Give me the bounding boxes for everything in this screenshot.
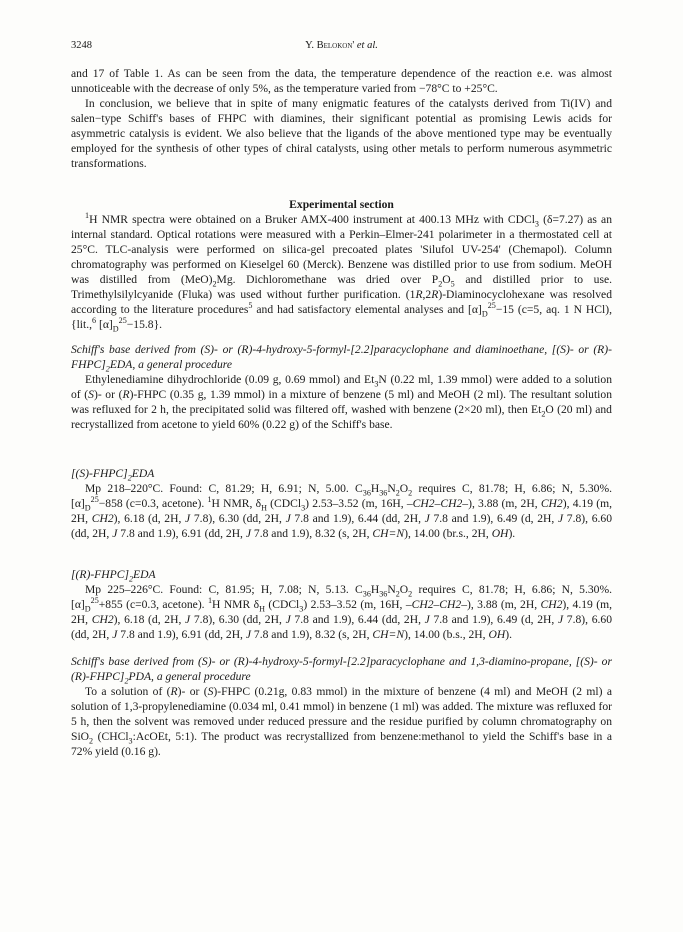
paragraph-conclusion: In conclusion, we believe that in spite of many enigmatic features of the catalysts derived from Ti(IV) and salen−type Schiff's bases of FHPC with diamines, their significant potential as promising Lewis acids for asymmetric catalysis is evident. We also believe that the ligands of the above mentioned type may be eventually employed for the synthesis of other types of chiral catalysts, using other metals to perform numerous asymmetric transformations. — [71, 97, 612, 170]
procedure2-title: Schiff's base derived from (S)- or (R)-4-hydroxy-5-formyl-[2.2]paracyclophane and 1,3-diamino-propane, [(S)- or $(R)-FHPC]_2PDA$, a general procedure — [71, 655, 612, 686]
running-head — [71, 40, 612, 54]
procedure2-paragraph: To a solution of (R)- or (S)-FHPC (0.21g, 0.83 mmol) in the mixture of benzene (4 ml) and MeOH (2 ml) a solution of 1,3-propylenediamine (0.034 ml, 0.41 mmol) in benzene (1 ml) was added. The mixture was refluxed for 5 h, then the solvent was removed under reduced pressure and the residue purified by column chromatography on SiO$_2$ (CHCl$_3$:AcOEt, 5:1). The product was recrystallized from benzene:methanol to yield the Schiff's base in a 72% yield (0.16 g). — [71, 685, 612, 758]
compound-s-data: Mp 218–220°C. Found: C, 81.29; H, 6.91; N, 5.00. $C_{36}H_{36}N_2O_2$ requires C, 81.78; H, 6.86; N, 5.30%. $[\alpha]_D^{25}-858$ (c=0.3, acetone). $^1$H NMR, $\delta_H$ (CDCl$_3$) 2.53–3.52 (m, 16H, –CH2–CH2–), 3.88 (m, 2H, CH2), 4.19 (m, 2H, CH2), 6.18 (d, 2H, J 7.8), 6.30 (dd, 2H, J 7.8 and 1.9), 6.44 (dd, 2H, J 7.8 and 1.9), 6.49 (d, 2H, J 7.8), 6.60 (dd, 2H, J 7.8 and 1.9), 6.91 (dd, 2H, J 7.8 and 1.9), 8.32 (s, 2H, CH=N), 14.00 (br.s., 2H, OH). — [71, 482, 613, 540]
experimental-general-paragraph: $^1$H NMR spectra were obtained on a Bruker AMX-400 instrument at 400.13 MHz with CDCl$_3$ (δ=7.27) as an internal standard. Optical rotations were measured with a Perkin–Elmer-241 polarimeter in a thermostated cell at 25°C. TLC-analysis were performed on silica-gel precoated plates 'Silufol UV-254' (Chemapol). Column chromatography was performed on Kieselgel 60 (Merck). Benzene was distilled prior to use from sodium. MeOH was distilled from $(MeO)_2Mg$. Dichloromethane was dried over $P_2O_5$ and distilled prior to use. Trimethylsilylcyanide (Fluka) was used without further purification. (1R,2R)-Diaminocyclohexane was resolved according to the literature procedures$^5$ and had satisfactory elemental analyses and $[\alpha]_D^{25}-15$ (c=5, aq. 1 N HCl), {lit.,$^6$ $[\alpha]_D^{25}-15.8$}. — [71, 211, 612, 334]
article-body — [71, 66, 612, 759]
procedure1-title: Schiff's base derived from (S)- or (R)-4-hydroxy-5-formyl-[2.2]paracyclophane and diaminoethane, [(S)- or $(R)-FHPC]_2EDA$, a general procedure — [71, 343, 612, 374]
paragraph-temperature: and 17 of Table 1. As can be seen from the data, the temperature dependence of the reaction e.e. was almost unnoticeable with the decrease of only 5%, as the temperature varied from −78°C to +25°C. — [71, 67, 612, 95]
procedure1-paragraph: Ethylenediamine dihydrochloride (0.09 g, 0.69 mmol) and $Et_3N$ (0.22 ml, 1.39 mmol) were added to a solution of (S)- or (R)-FHPC (0.35 g, 1.39 mmol) in a mixture of benzene (5 ml) and MeOH (2 ml). The resultant solution was refluxed for 2 h, the precipitated solid was filtered off, washed with benzene (2×20 ml), then $Et_2O$ (20 ml) and recrystallized from acetone to yield 60% (0.22 g) of the Schiff's base. — [71, 373, 612, 431]
running-head-authors: Y. Belokon' et al. — [305, 40, 378, 51]
compound-r-title: $[(R)-FHPC]_2EDA$ — [71, 568, 156, 584]
page-number: 3248 — [71, 40, 92, 51]
experimental-section-title: Experimental section — [289, 198, 394, 211]
compound-s-title: $[(S)-FHPC]_2EDA$ — [71, 467, 155, 483]
compound-r-data: Mp 225–226°C. Found: C, 81.95; H, 7.08; N, 5.13. $C_{36}H_{36}N_2O_2$ requires C, 81.78; H, 6.86; N, 5.30%. $[\alpha]_D^{25}+855$ (c=0.3, acetone). $^1$H NMR $\delta_H$ (CDCl$_3$) 2.53–3.52 (m, 16H, –CH2–CH2–), 3.88 (m, 2H, CH2), 4.19 (m, 2H, CH2), 6.18 (d, 2H, J 7.8), 6.30 (dd, 2H, J 7.8 and 1.9), 6.44 (dd, 2H, J 7.8 and 1.9), 6.49 (d, 2H, J 7.8), 6.60 (dd, 2H, J 7.8 and 1.9), 6.91 (dd, 2H, J 7.8 and 1.9), 8.32 (s, 2H, CH=N), 14.00 (b.s., 2H, OH). — [71, 583, 613, 641]
